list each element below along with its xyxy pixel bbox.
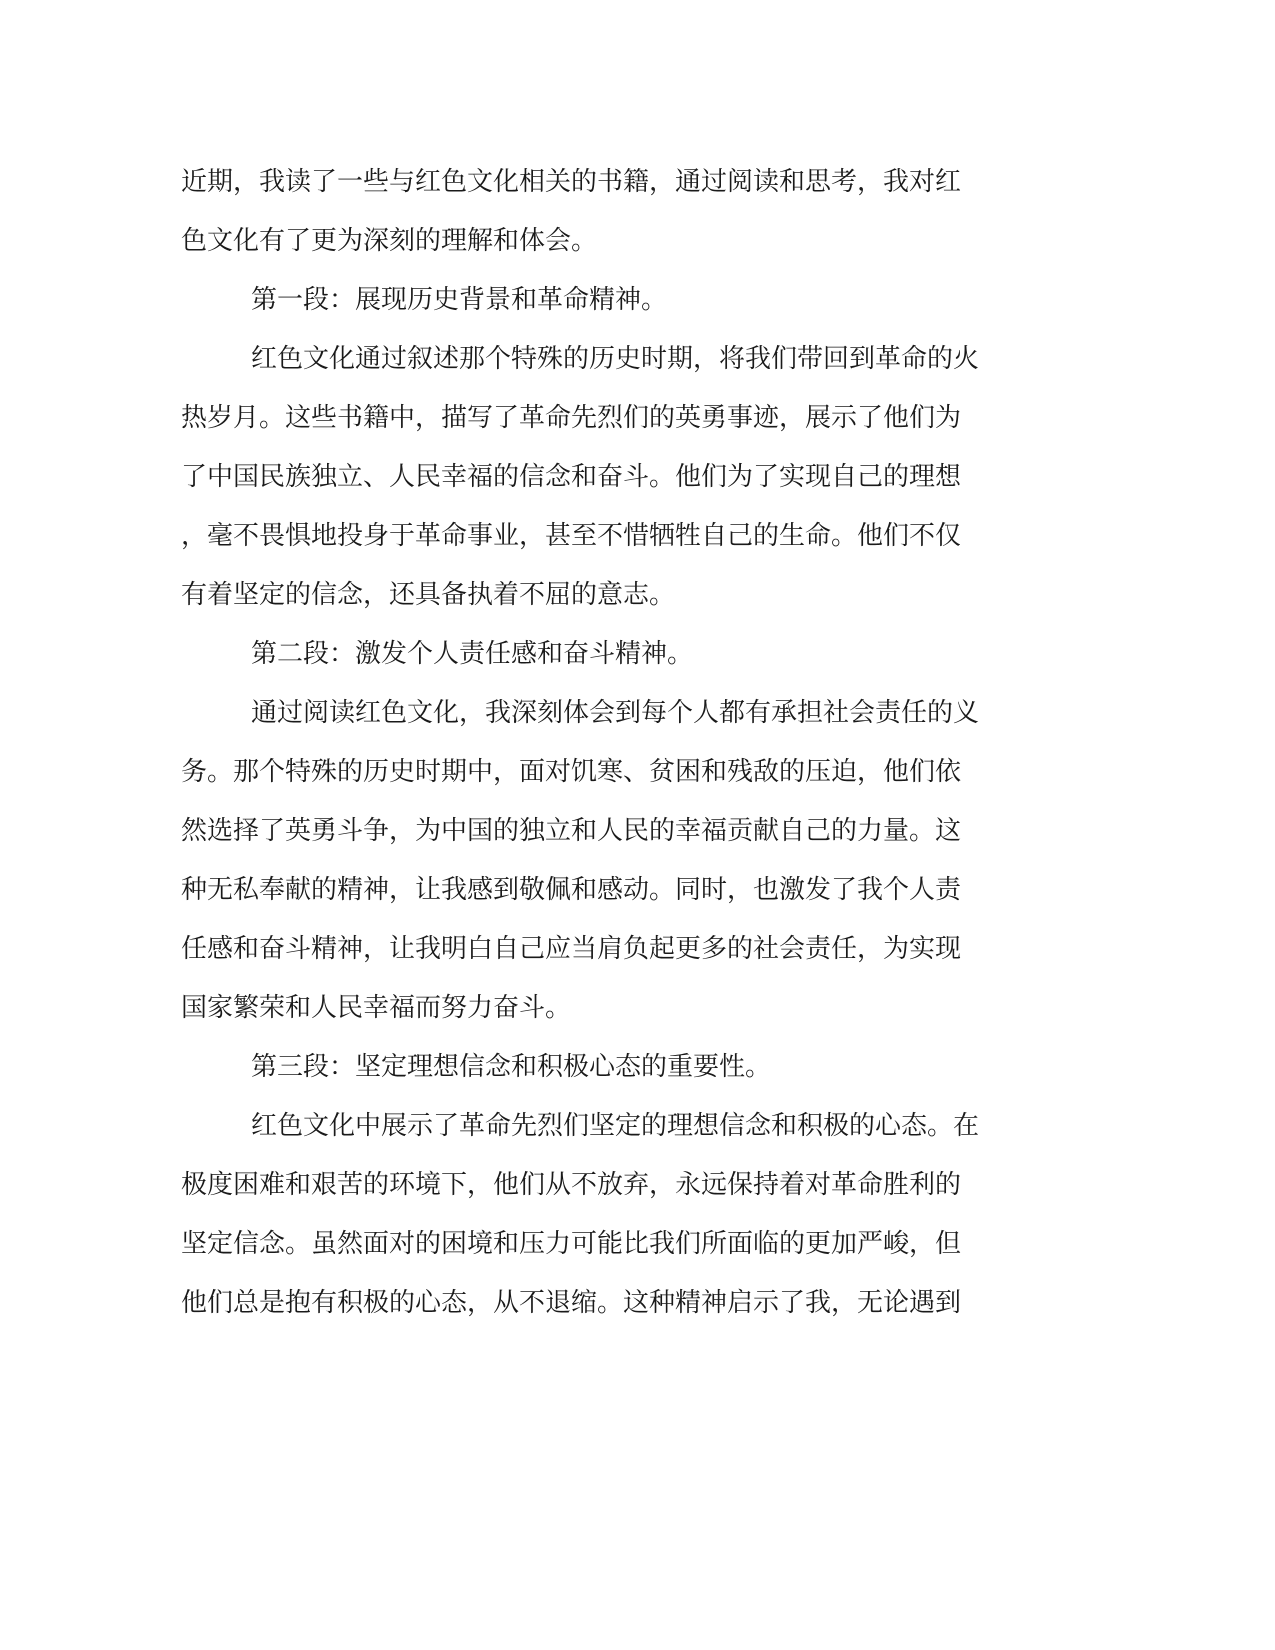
text-line: 通过阅读红色文化，我深刻体会到每个人都有承担社会责任的义 bbox=[251, 698, 980, 728]
section-heading-3: 第三段：坚定理想信念和积极心态的重要性。 bbox=[251, 1052, 772, 1082]
text-line: 任感和奋斗精神，让我明白自己应当肩负起更多的社会责任，为实现 bbox=[181, 934, 962, 964]
text-line: 他们总是抱有积极的心态，从不退缩。这种精神启示了我，无论遇到 bbox=[181, 1288, 962, 1318]
text-line: 极度困难和艰苦的环境下，他们从不放弃，永远保持着对革命胜利的 bbox=[181, 1170, 962, 1200]
text-line: 国家繁荣和人民幸福而努力奋斗。 bbox=[181, 993, 572, 1023]
text-line: 种无私奉献的精神，让我感到敬佩和感动。同时，也激发了我个人责 bbox=[181, 875, 962, 905]
text-line: 色文化有了更为深刻的理解和体会。 bbox=[181, 226, 598, 256]
text-line: 务。那个特殊的历史时期中，面对饥寒、贫困和残敌的压迫，他们依 bbox=[181, 757, 962, 787]
text-line: 红色文化通过叙述那个特殊的历史时期，将我们带回到革命的火 bbox=[251, 344, 980, 374]
text-line: 近期，我读了一些与红色文化相关的书籍，通过阅读和思考，我对红 bbox=[181, 167, 962, 197]
text-line: 坚定信念。虽然面对的困境和压力可能比我们所面临的更加严峻，但 bbox=[181, 1229, 962, 1259]
text-line: 有着坚定的信念，还具备执着不屈的意志。 bbox=[181, 580, 676, 610]
text-line: 红色文化中展示了革命先烈们坚定的理想信念和积极的心态。在 bbox=[251, 1111, 980, 1141]
text-line: 了中国民族独立、人民幸福的信念和奋斗。他们为了实现自己的理想 bbox=[181, 462, 962, 492]
section-heading-1: 第一段：展现历史背景和革命精神。 bbox=[251, 285, 668, 315]
section-heading-2: 第二段：激发个人责任感和奋斗精神。 bbox=[251, 639, 694, 669]
text-line: 热岁月。这些书籍中，描写了革命先烈们的英勇事迹，展示了他们为 bbox=[181, 403, 962, 433]
text-line: 然选择了英勇斗争，为中国的独立和人民的幸福贡献自己的力量。这 bbox=[181, 816, 962, 846]
text-line: ，毫不畏惧地投身于革命事业，甚至不惜牺牲自己的生命。他们不仅 bbox=[181, 521, 962, 551]
